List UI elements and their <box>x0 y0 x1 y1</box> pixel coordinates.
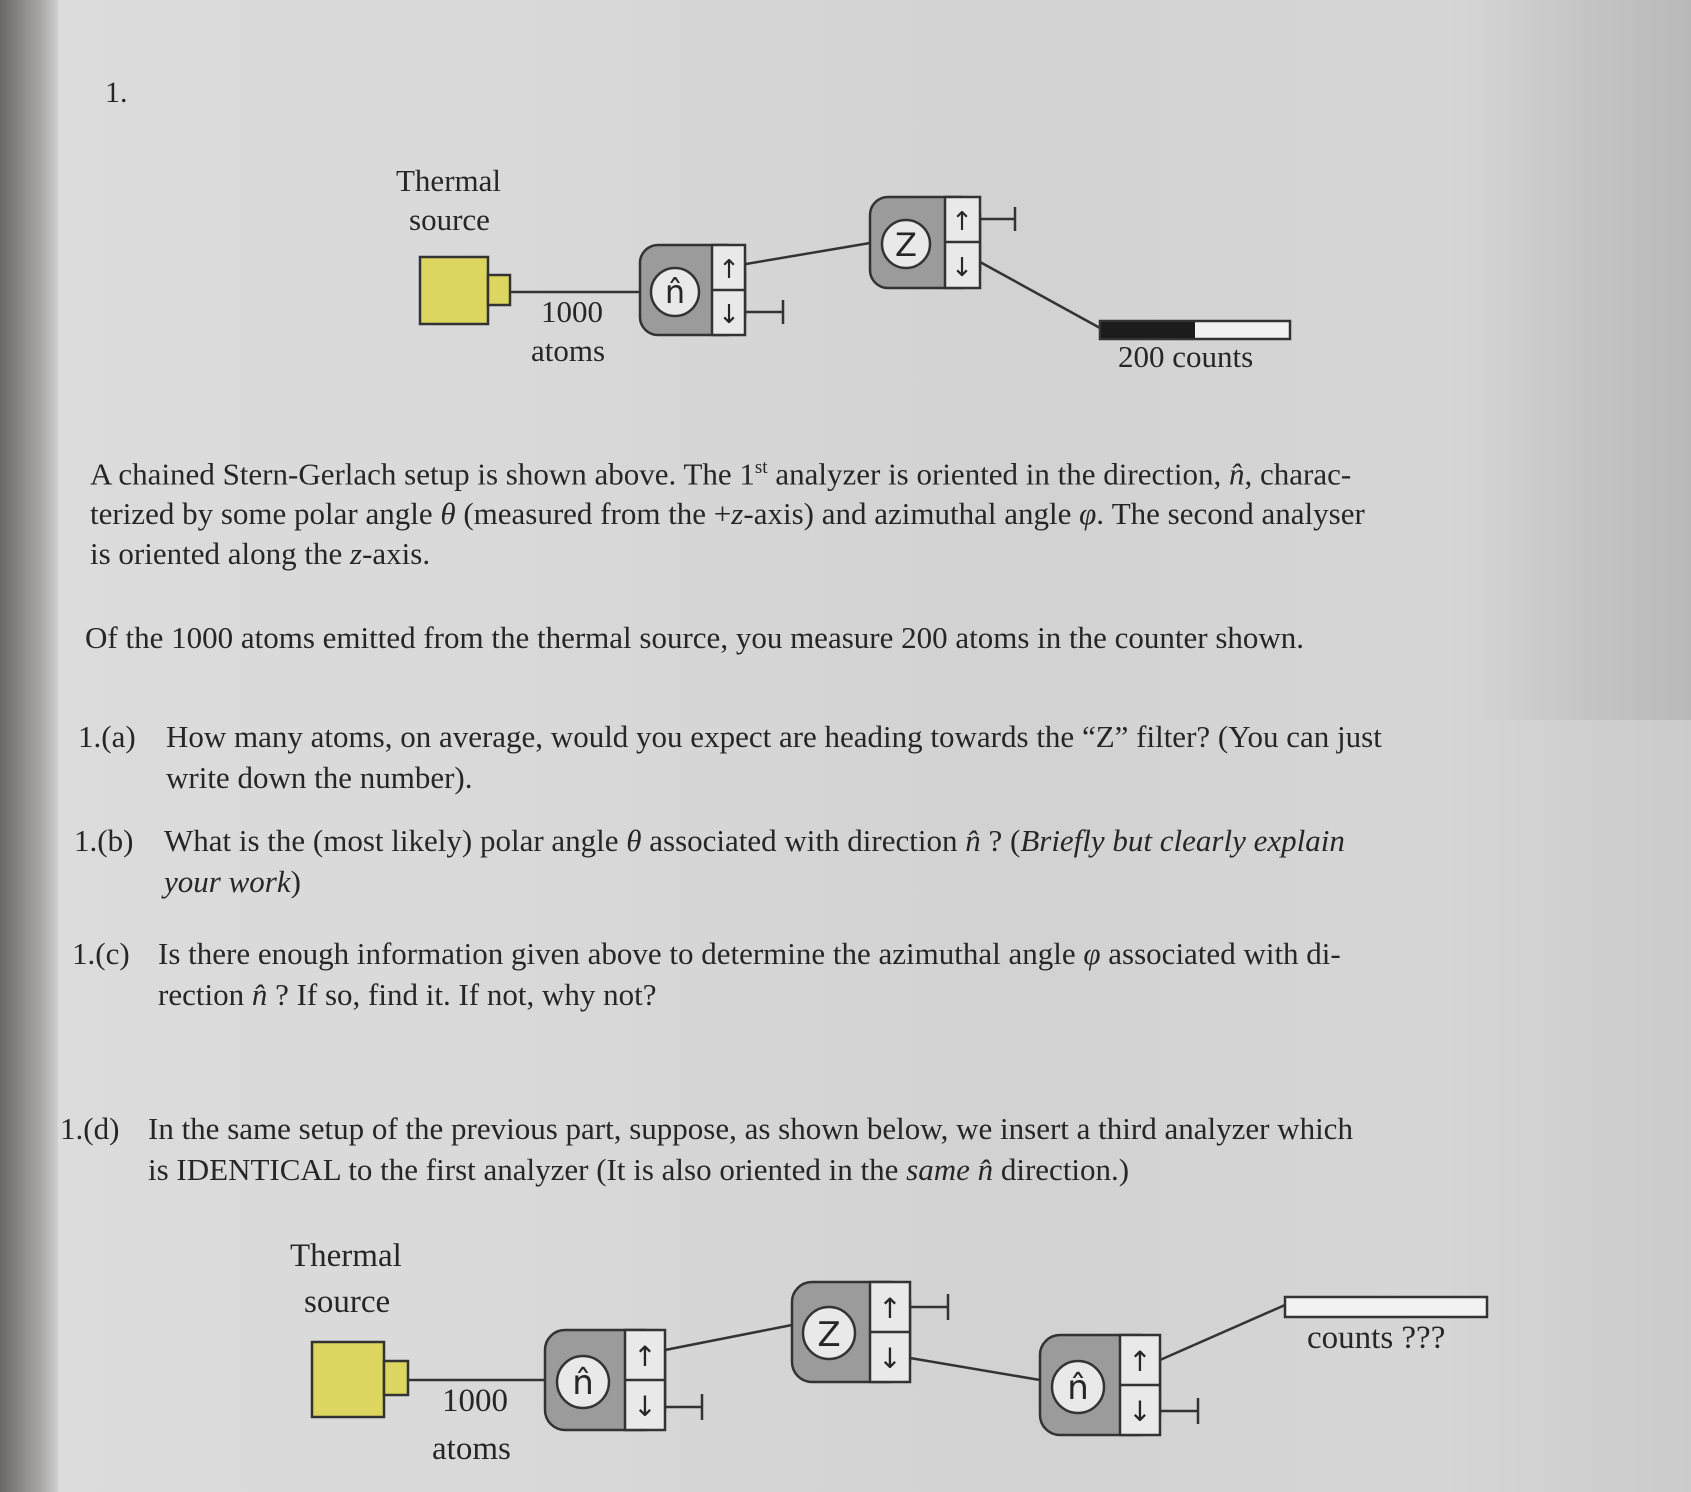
fig1-source-label-1: Thermal <box>396 163 502 198</box>
analyzer2-down-arrow: ↓ <box>878 1342 902 1375</box>
fig2-counter-label: counts ??? <box>1307 1320 1446 1356</box>
analyzer1-up-arrow: ↑ <box>718 255 740 285</box>
analyzer3-down-arrow: ↓ <box>1128 1395 1152 1428</box>
part-b-line2: your work) <box>164 864 301 899</box>
analyzer1-down-arrow: ↓ <box>718 300 740 330</box>
part-a <box>78 716 1638 800</box>
part-b-number: 1.(b) <box>74 823 134 858</box>
fig2-atoms-count: 1000 <box>442 1383 508 1419</box>
part-b <box>74 820 1634 904</box>
part-d <box>60 1108 1640 1192</box>
part-d-line1: In the same setup of the previous part, suppose, as shown below, we insert a third analyzer which <box>148 1111 1353 1146</box>
part-b-line1: What is the (most likely) polar angle θ associated with direction n̂ ? (Briefly but clearly explain <box>164 823 1345 858</box>
figure-1-stern-gerlach <box>0 0 1691 400</box>
analyzer3-symbol: n̂ <box>1067 1368 1089 1408</box>
part-d-line2: is IDENTICAL to the first analyzer (It is also oriented in the same n̂ direction.) <box>148 1152 1130 1187</box>
fig1-atoms-word: atoms <box>531 333 606 368</box>
beam-z-to-counter <box>980 262 1100 328</box>
thermal-source-box <box>312 1342 384 1417</box>
counter-bar <box>1285 1297 1487 1317</box>
figure-2-stern-gerlach <box>0 1230 1691 1492</box>
analyzer3-up-arrow: ↑ <box>1128 1345 1152 1378</box>
intro-paragraph: A chained Stern-Gerlach setup is shown above. The 1st analyzer is oriented in the direction, n̂, charac- terized by some polar angle θ (measured from the +z-axis) and azimuthal angle φ. The second analyser is oriented along the z-axis. <box>90 456 1365 572</box>
beam-analyzer1-to-z <box>740 243 870 265</box>
part-c-line1: Is there enough information given above to determine the azimuthal angle φ associated with di- <box>158 936 1341 971</box>
measurement-statement: Of the 1000 atoms emitted from the thermal source, you measure 200 atoms in the counter shown. <box>85 620 1305 655</box>
fig1-counter-label: 200 counts <box>1118 339 1254 374</box>
thermal-source-nozzle <box>488 275 510 305</box>
analyzer1-down-arrow: ↓ <box>633 1390 657 1423</box>
part-d-number: 1.(d) <box>60 1111 120 1146</box>
fig1-source-label-2: source <box>409 202 490 237</box>
beam-analyzer1-to-z <box>665 1325 792 1350</box>
part-c-number: 1.(c) <box>72 936 130 971</box>
fig2-source-label-1: Thermal <box>290 1238 402 1274</box>
fig2-source-label-2: source <box>304 1284 391 1320</box>
thermal-source-nozzle <box>384 1361 408 1395</box>
part-c-line2: rection n̂ ? If so, find it. If not, why not? <box>158 977 657 1012</box>
analyzer1-up-arrow: ↑ <box>633 1340 657 1373</box>
analyzer1-symbol: n̂ <box>572 1363 594 1403</box>
fig2-atoms-word: atoms <box>432 1431 511 1467</box>
analyzer1-symbol: n̂ <box>664 273 686 311</box>
analyzer2-up-arrow: ↑ <box>951 207 973 237</box>
part-a-number: 1.(a) <box>78 719 136 754</box>
analyzer2-down-arrow: ↓ <box>951 253 973 283</box>
beam-z-to-analyzer3 <box>910 1358 1040 1380</box>
part-c <box>72 933 1632 1017</box>
fig1-atoms-count: 1000 <box>541 294 603 329</box>
analyzer2-symbol: Z <box>895 226 917 264</box>
problem-number: 1. <box>105 76 128 109</box>
beam-analyzer3-to-counter <box>1160 1305 1285 1360</box>
part-a-line1: How many atoms, on average, would you expect are heading towards the “Z” filter? (You can just <box>166 719 1382 754</box>
counter-fill <box>1101 322 1195 338</box>
analyzer2-up-arrow: ↑ <box>878 1292 902 1325</box>
thermal-source-box <box>420 257 488 324</box>
part-a-line2: write down the number). <box>166 760 473 795</box>
analyzer2-symbol: Z <box>817 1315 841 1355</box>
